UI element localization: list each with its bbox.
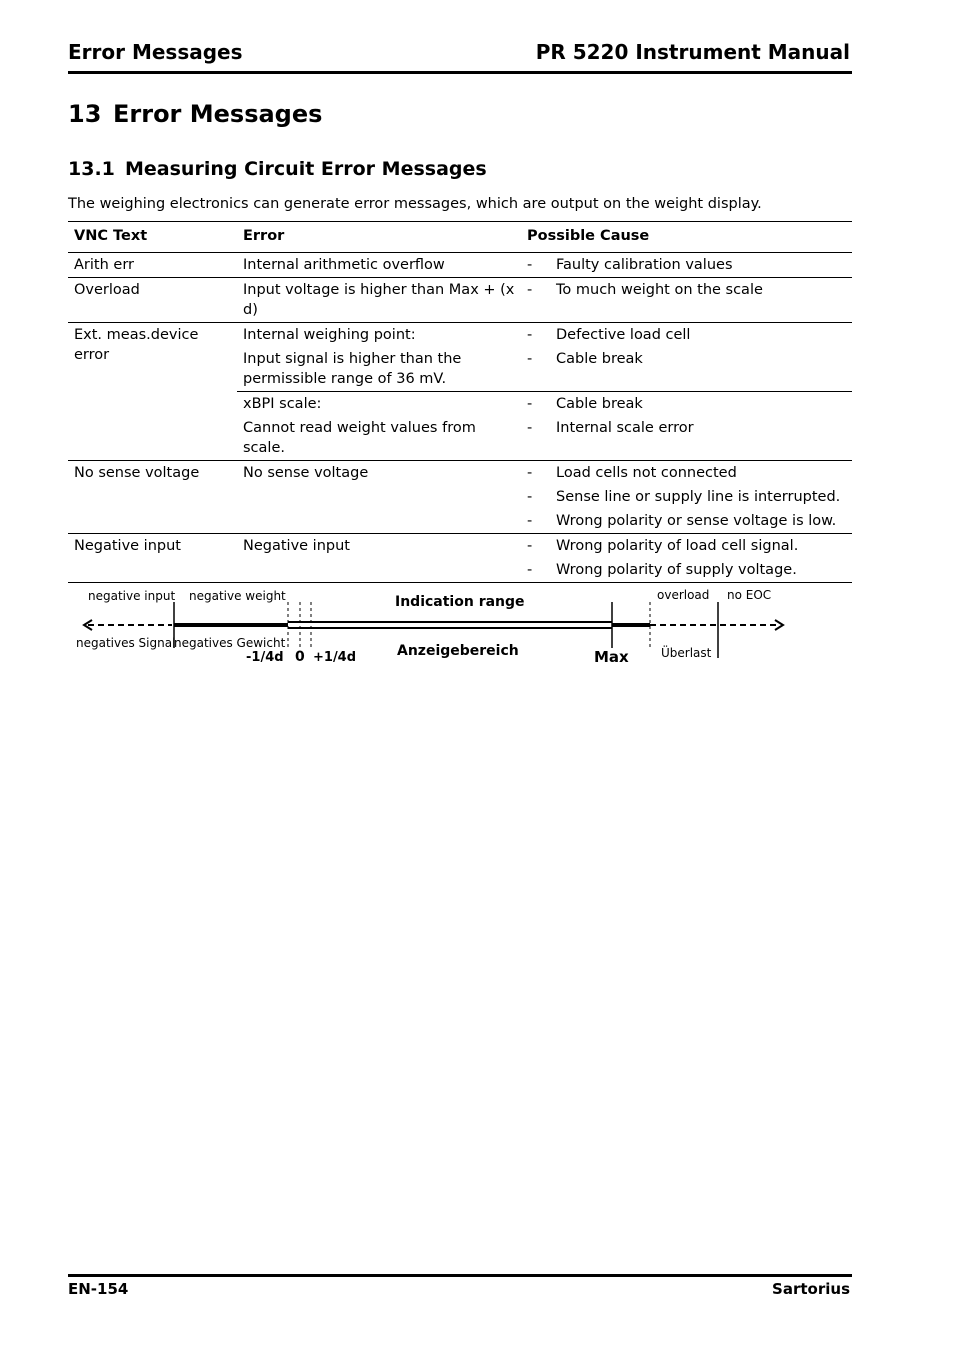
dash-bullet: - — [527, 465, 533, 481]
intro-paragraph: The weighing electronics can generate error messages, which are output on the weight display. — [68, 196, 762, 212]
table-row — [68, 278, 852, 323]
dash-bullet: - — [527, 282, 533, 298]
page-number: EN-154 — [68, 1280, 129, 1298]
column-header-error: Error — [237, 222, 521, 253]
column-header-cause: Possible Cause — [521, 222, 852, 253]
label-max: Max — [594, 648, 629, 666]
dash-bullet: - — [527, 538, 533, 554]
chapter-number: 13 — [68, 100, 102, 128]
header-manual-title: PR 5220 Instrument Manual — [535, 40, 850, 64]
cause-text: Sense line or supply line is interrupted. — [556, 489, 841, 505]
error-line: No sense voltage — [243, 465, 369, 481]
right-arrow-head-icon — [775, 620, 783, 630]
label-negative-weight: negative weight — [189, 589, 286, 603]
label-ueberlast: Überlast — [661, 646, 712, 660]
table-row — [68, 461, 852, 534]
label-indication-range: Indication range — [395, 594, 525, 610]
section-number: 13.1 — [68, 158, 115, 180]
error-cell — [237, 461, 521, 534]
cause-item — [527, 394, 846, 414]
header-rule — [68, 71, 852, 74]
error-cell — [237, 278, 521, 323]
footer-brand: Sartorius — [772, 1280, 850, 1298]
chapter-heading — [68, 100, 322, 128]
error-line: Cannot read weight values from scale. — [243, 420, 476, 456]
cause-item — [527, 463, 846, 483]
dash-bullet: - — [527, 257, 533, 273]
cause-item — [527, 418, 846, 438]
dash-bullet: - — [527, 562, 533, 578]
cause-text: Load cells not connected — [556, 465, 737, 481]
vnc-text-cell: No sense voltage — [68, 461, 237, 534]
cause-item — [527, 349, 846, 369]
dash-bullet: - — [527, 396, 533, 412]
table-row — [68, 392, 852, 461]
label-zero: 0 — [295, 649, 305, 665]
dash-bullet: - — [527, 351, 533, 367]
cause-item — [527, 536, 846, 556]
dash-bullet: - — [527, 420, 533, 436]
indication-range-diagram — [68, 580, 798, 670]
dash-bullet: - — [527, 489, 533, 505]
error-line: Input signal is higher than the permissible range of 36 mV. — [243, 351, 462, 387]
cause-text: Wrong polarity or sense voltage is low. — [556, 513, 837, 529]
cause-text: Wrong polarity of load cell signal. — [556, 538, 799, 554]
cause-item — [527, 280, 846, 300]
cause-item — [527, 487, 846, 507]
cause-cell — [521, 534, 852, 583]
vnc-text-cell: Negative input — [68, 534, 237, 583]
label-negatives-gewicht: negatives Gewicht — [174, 636, 286, 650]
vnc-text-cell: Arith err — [68, 253, 237, 278]
chapter-title: Error Messages — [113, 100, 323, 128]
error-line: Internal weighing point: — [243, 327, 416, 343]
cause-text: To much weight on the scale — [556, 282, 763, 298]
cause-cell — [521, 392, 852, 461]
error-table — [68, 221, 852, 583]
error-cell — [237, 534, 521, 583]
cause-item — [527, 511, 846, 531]
cause-cell — [521, 461, 852, 534]
vnc-text-cell: Overload — [68, 278, 237, 323]
dash-bullet: - — [527, 327, 533, 343]
error-line: xBPI scale: — [243, 396, 322, 412]
cause-text: Internal scale error — [556, 420, 694, 436]
vnc-text-cell — [68, 392, 237, 461]
cause-text: Cable break — [556, 351, 643, 367]
page-header — [68, 40, 852, 70]
error-cell — [237, 392, 521, 461]
error-line: Input voltage is higher than Max + (x d) — [243, 282, 515, 318]
cause-item — [527, 325, 846, 345]
label-negatives-signal: negatives Signal — [76, 636, 176, 650]
table-row — [68, 253, 852, 278]
error-cell — [237, 253, 521, 278]
cause-cell — [521, 253, 852, 278]
error-line: Negative input — [243, 538, 350, 554]
column-header-vnc: VNC Text — [68, 222, 237, 253]
table-header-row — [68, 222, 852, 253]
label-negative-input: negative input — [88, 589, 176, 603]
table-row — [68, 323, 852, 392]
dash-bullet: - — [527, 513, 533, 529]
cause-text: Cable break — [556, 396, 643, 412]
cause-cell — [521, 323, 852, 392]
header-section-title: Error Messages — [68, 40, 243, 64]
cause-text: Defective load cell — [556, 327, 691, 343]
footer-rule — [68, 1274, 852, 1277]
cause-item — [527, 255, 846, 275]
section-heading — [68, 158, 487, 180]
cause-item — [527, 560, 846, 580]
label-overload: overload — [657, 588, 710, 602]
vnc-text-cell: Ext. meas.device error — [74, 327, 199, 363]
section-title: Measuring Circuit Error Messages — [125, 158, 487, 180]
error-cell — [237, 323, 521, 392]
error-line: Internal arithmetic overflow — [243, 257, 445, 273]
cause-text: Faulty calibration values — [556, 257, 733, 273]
label-plus-quarter-d: +1/4d — [313, 650, 357, 665]
label-minus-quarter-d: -1/4d — [246, 650, 284, 665]
cause-text: Wrong polarity of supply voltage. — [556, 562, 797, 578]
label-anzeigebereich: Anzeigebereich — [397, 643, 519, 659]
cause-cell — [521, 278, 852, 323]
label-no-eoc: no EOC — [727, 588, 772, 602]
table-row — [68, 534, 852, 583]
